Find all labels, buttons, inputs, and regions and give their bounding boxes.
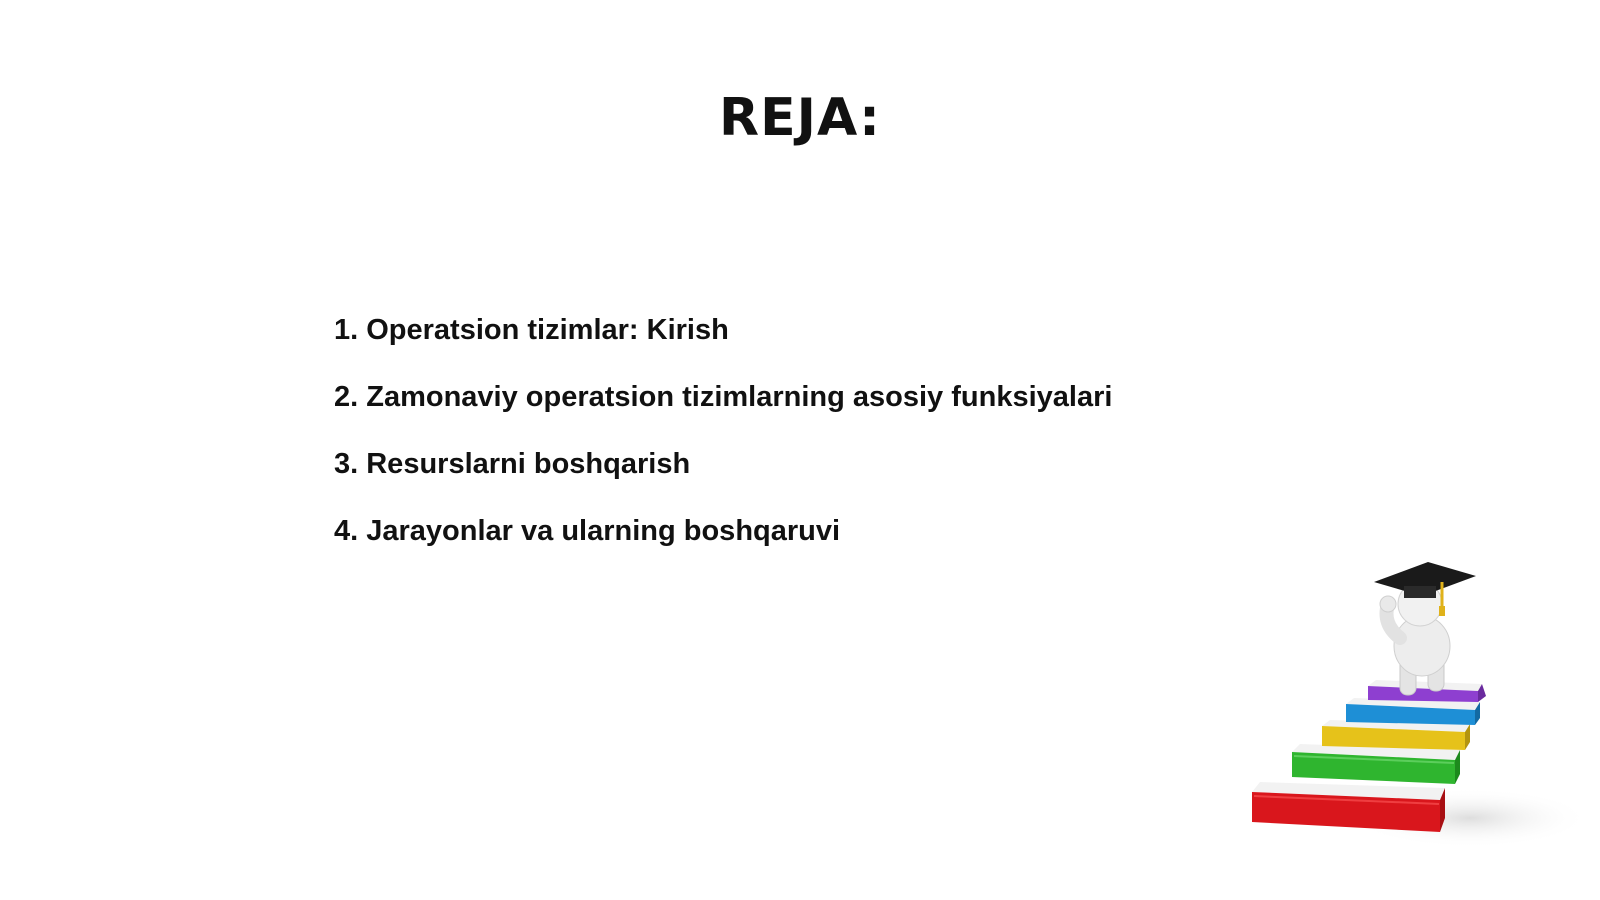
plan-item-4: 4. Jarayonlar va ularning boshqaruvi [334,515,841,547]
plan-item-3: 3. Resurslarni boshqarish [334,448,691,480]
green-book [1292,744,1460,784]
plan-item-1: 1. Operatsion tizimlar: Kirish [334,314,729,346]
graduate-on-books-icon [1250,560,1590,880]
graduate-figure [1374,562,1476,695]
blue-book [1346,698,1480,725]
red-book [1252,782,1445,832]
yellow-book [1322,720,1470,750]
slide-title: REJA: [719,88,881,148]
plan-list [334,313,1112,581]
plan-item-2: 2. Zamonaviy operatsion tizimlarning asosiy funksiyalari [334,381,1113,413]
purple-book [1368,680,1486,702]
